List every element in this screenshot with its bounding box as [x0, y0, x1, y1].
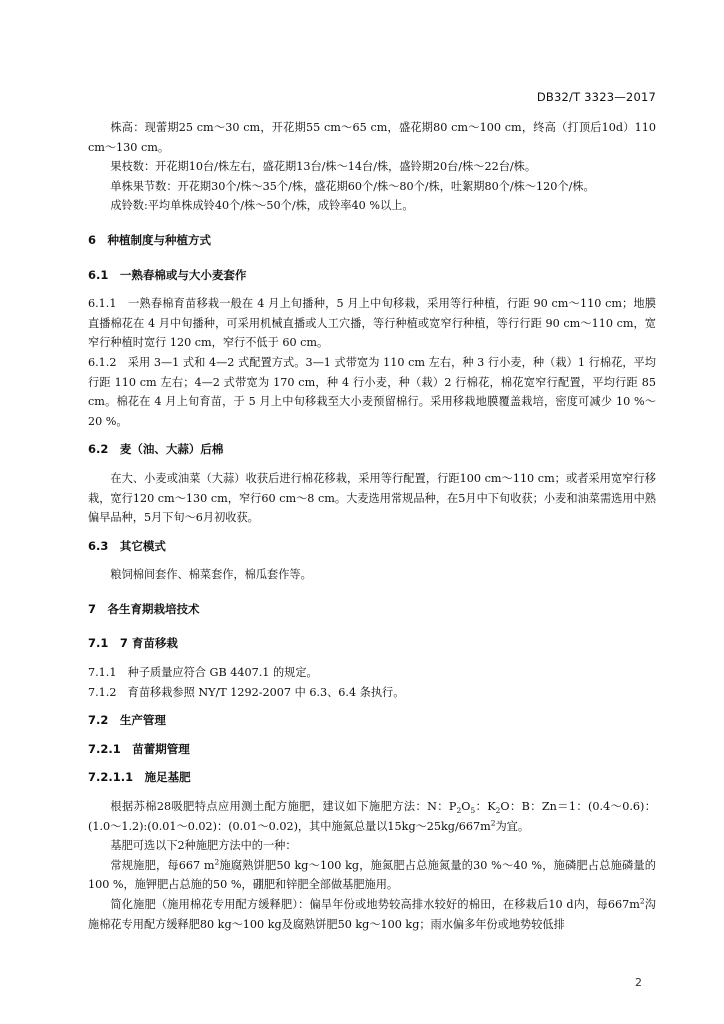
fruit-branch-line: 果枝数：开花期10台/株左右，盛花期13台/株～14台/株，盛铃期20台/株～22台/株。	[110, 160, 537, 174]
section-6-2-heading: 6.2 麦（油、大蒜）后棉	[88, 442, 224, 457]
section-6-1-heading: 6.1 一熟春棉或与大小麦套作	[88, 267, 247, 282]
clause-6-3-text: 粮饲棉间套作、棉菜套作，棉瓜套作等。	[110, 568, 312, 582]
plant-height-line: 株高：现蕾期25 cm～30 cm，开花期55 cm～65 cm，盛花期80 cm～100 cm，终高（打顶后10d）110 cm～130 cm。	[88, 121, 656, 154]
section-7-2-1-1-heading: 7.2.1.1 施足基肥	[88, 770, 191, 785]
fruit-node-line: 单株果节数：开花期30个/株～35个/株，盛花期60个/株～80个/株，吐絮期80个/株～120个/株。	[110, 179, 595, 193]
clause-7-1-1: 7.1.1 种子质量应符合 GB 4407.1 的规定。	[88, 666, 318, 680]
clause-6-1-1: 6.1.1 一熟春棉育苗移栽一般在 4 月上旬播种，5 月上中旬移栽，采用等行种植，行距 90 cm～110 cm；地膜直播棉花在 4 月中旬播种，可采用机械直播或人工穴播，等行种植或宽窄行种植，等行行距 90 cm～110 cm，宽窄行种植时宽行 120 cm，窄行不低于 60 cm。	[88, 297, 656, 350]
clause-6-1-2: 6.1.2 采用 3—1 式和 4—2 式配置方式。3—1 式带宽为 110 cm 左右，种 3 行小麦，种（栽）1 行棉花，平均行距 110 cm 左右；4—2 式带宽为 170 cm，种 4 行小麦，种（栽）2 行棉花，棉花宽窄行配置，平均行距 85 cm。棉花在 4 月上旬育苗，于 5 月上中旬移栽至大小麦预留棉行。采用移栽地膜覆盖栽培，密度可减少 10 %～20 %。	[88, 355, 656, 428]
fertilizer-ratio-text: 根据苏棉28吸肥特点应用测土配方施肥，建议如下施肥方法：N：$P_2O_5$：$K_2O$：B：Zn＝1：(0.4～0.6)：(1.0～1.2):(0.01～0.02)：(0.01～0.02)，其中施氮总量以$15kg\sim 25kg/667m^2$为宜。	[88, 800, 656, 833]
section-6-3-heading: 6.3 其它模式	[88, 538, 166, 553]
standard-code: DB32/T 3323—2017	[536, 90, 656, 104]
section-6-heading: 6 种植制度与种植方式	[88, 232, 212, 247]
boll-count-line: 成铃数:平均单株成铃40个/株～50个/株，成铃率40 %以上。	[110, 199, 414, 213]
section-7-2-heading: 7.2 生产管理	[88, 713, 166, 728]
clause-6-2-text: 在大、小麦或油菜（大蒜）收获后进行棉花移栽，采用等行配置，行距100 cm～110 cm；或者采用宽窄行移栽，宽行120 cm～130 cm，窄行60 cm～8 cm。大麦选用常规品种，在5月中下旬收获；小麦和油菜需选用中熟偏早品种，5月下旬～6月初收获。	[88, 471, 656, 525]
page-number: 2	[635, 976, 642, 989]
simplified-fertilization: 简化施肥（施用棉花专用配方缓释肥）：偏旱年份或地势较高排水较好的棉田，在移栽后10 d内，每$667m^2$沟施棉花专用配方缓释肥80 kg～100 kg及腐熟饼肥50 kg～100 kg；雨水偏多年份或地势较低排	[88, 896, 656, 931]
section-7-2-1-heading: 7.2.1 苗蕾期管理	[88, 741, 190, 756]
base-fertilizer-options: 基肥可选以下2种施肥方法中的一种：	[110, 839, 297, 853]
page-content	[88, 118, 656, 934]
section-7-heading: 7 各生育期栽培技术	[88, 601, 200, 616]
clause-7-1-2: 7.1.2 育苗移栽参照 NY/T 1292-2007 中 6.3、6.4 条执行。	[88, 685, 405, 699]
conventional-fertilization: 常规施肥，每667 $m^2$施腐熟饼肥50 kg～100 kg，施氮肥占总施氮量的30 %～40 %，施磷肥占总施磷量的100 %，施钾肥占总施的50 %，硼肥和锌肥全部做基肥施用。	[88, 857, 656, 892]
section-7-1-heading: 7.1 7 育苗移栽	[88, 636, 178, 651]
